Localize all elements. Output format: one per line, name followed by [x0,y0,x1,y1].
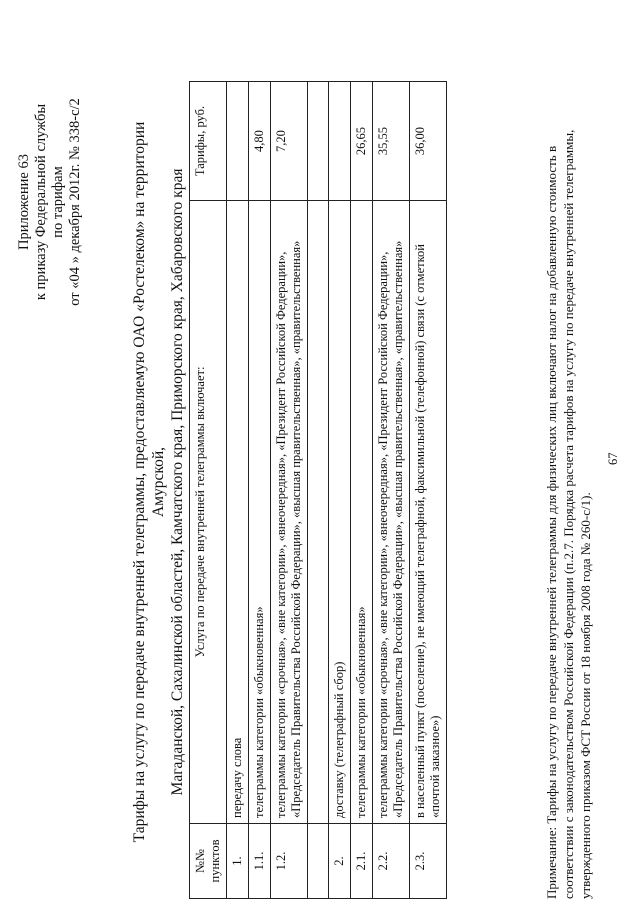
row-number: 2. [329,824,351,899]
appendix-number: Приложение 63 [16,154,32,250]
table-header-row [190,82,227,899]
table-row [329,82,351,899]
row-number: 2.2. [373,824,410,899]
row-number [308,824,329,899]
appendix-order-ref: к приказу Федеральной службы [33,103,49,301]
footnote: Примечание: Тарифы на услугу по передаче внутренней телеграммы для физических лиц включают налог на добавленную стоимость в соответствии с законодательством Российской Федерации (п.2.7. Порядка расчета тарифов на услугу по передаче внутренней телеграммы, утвержденного приказом ФСТ России от 18 ноября 2008 года № 260-с/1). [544,129,593,899]
document-title-line-2: Магаданской, Сахалинской областей, Камчатского края, Приморского края, Хабаровского края [169,168,186,796]
table-row [410,82,447,899]
document-title [130,97,187,867]
row-tariff: 7,20 [271,82,308,201]
row-tariff: 26,65 [351,82,373,201]
row-number: 1. [227,824,249,899]
document-title-line-1: Тарифы на услугу по передаче внутренней телеграммы, предоставляемую ОАО «Ростелеком» на территории Амурской, [131,121,167,843]
header-service: Услуга по передаче внутренней телеграммы включает: [190,201,227,824]
row-service: в населенный пункт (поселение), не имеющий телеграфной, факсимильной (телефонной) связи (с отметкой «почтой заказное») [410,201,447,824]
table-row [373,82,410,899]
header-number: №№ пунктов [190,824,227,899]
table-row [271,82,308,899]
row-tariff: 4,80 [249,82,271,201]
row-tariff [308,82,329,201]
table-row [249,82,271,899]
row-service: телеграммы категории «срочная», «вне категории», «внеочередная», «Президент Российской Федерации», «Председатель Правительства Российской Федерации», «высшая правительственная», «правительственная» [271,201,308,824]
row-service: передачу слова [227,201,249,824]
appendix-order-ref-2: по тарифам [50,166,66,238]
row-service: телеграммы категории «обыкновенная» [249,201,271,824]
row-tariff [227,82,249,201]
row-service: телеграммы категории «срочная», «вне категории», «внеочередная», «Президент Российской Федерации», «Председатель Правительства Российской Федерации», «высшая правительственная», «правительственная» [373,201,410,824]
header-tariff: Тарифы, руб. [190,82,227,201]
row-service: телеграммы категории «обыкновенная» [351,201,373,824]
row-tariff: 35,55 [373,82,410,201]
table-row-spacer [308,82,329,899]
table-row [351,82,373,899]
row-number: 1.1. [249,824,271,899]
table-row [227,82,249,899]
tariff-table [189,81,447,899]
row-service: доставку (телеграфный сбор) [329,201,351,824]
appendix-header [16,52,84,352]
row-tariff [329,82,351,201]
row-number: 2.3. [410,824,447,899]
appendix-order-date: от «04 » декабря 2012г. № 338-с/2 [67,98,83,306]
row-number: 2.1. [351,824,373,899]
page-number: 67 [606,452,620,465]
row-number: 1.2. [271,824,308,899]
row-service [308,201,329,824]
row-tariff: 36,00 [410,82,447,201]
